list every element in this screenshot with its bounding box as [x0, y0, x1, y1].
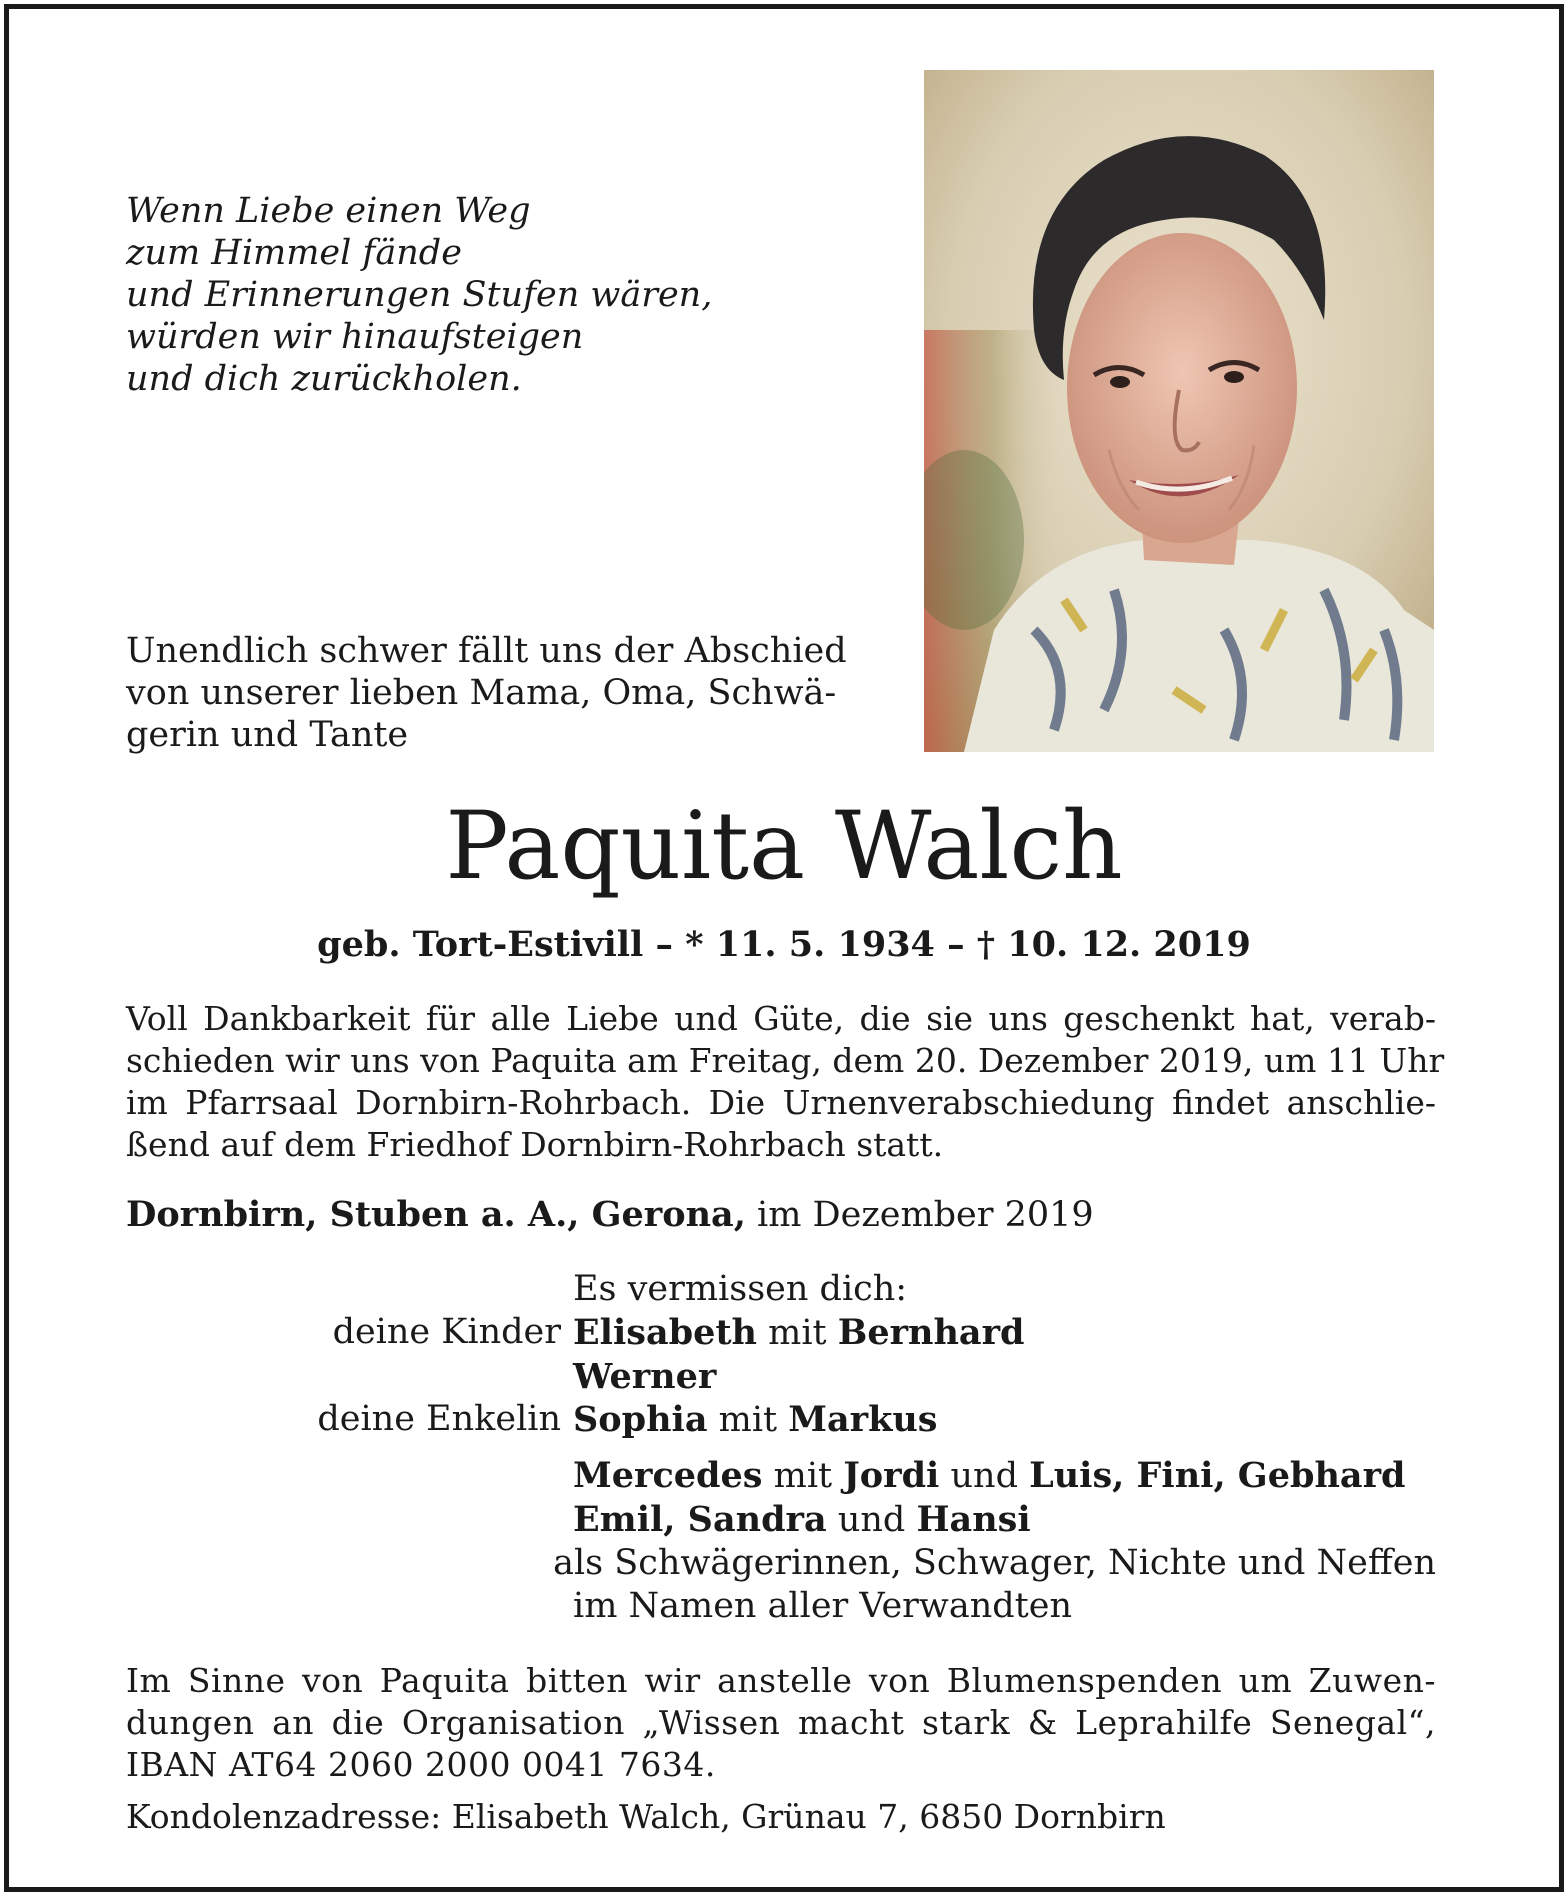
service-text: [126, 998, 1445, 1166]
portrait-photo: [924, 70, 1434, 752]
mourner-name: Elisabeth: [573, 1312, 758, 1353]
mourner-name: Emil, Sandra: [573, 1499, 827, 1540]
service-line: im Pfarrsaal Dornbirn-Rohrbach. Die Urnenverabschiedung findet anschlie-: [126, 1083, 1436, 1122]
children-label: deine Kinder: [332, 1312, 561, 1352]
intro-line: gerin und Tante: [126, 715, 409, 755]
connector: mit: [718, 1400, 778, 1440]
service-line: ßend auf dem Friedhof Dornbirn-Rohrbach statt.: [126, 1125, 944, 1164]
mourner-name: Sophia: [573, 1399, 708, 1440]
intro-text: [126, 630, 847, 756]
mourner-name: Markus: [788, 1399, 938, 1440]
condolence-address: Kondolenzadresse: Elisabeth Walch, Grünau 7, 6850 Dornbirn: [126, 1797, 1166, 1836]
poem-line: würden wir hinaufsteigen: [126, 317, 584, 357]
poem-line: und dich zurückholen.: [126, 359, 522, 399]
intro-line: Unendlich schwer fällt uns der Abschied: [126, 631, 847, 671]
mourner-name: Bernhard: [837, 1312, 1025, 1353]
life-dates: geb. Tort-Estivill – * 11. 5. 1934 – † 10. 12. 2019: [317, 924, 1251, 965]
place-and-date: [126, 1193, 1436, 1237]
mourner-name: Jordi: [843, 1455, 940, 1496]
poem-line: zum Himmel fände: [126, 233, 462, 273]
connector: mit: [768, 1313, 827, 1353]
donation-text: [126, 1660, 1436, 1786]
mourner-name: Luis, Fini, Gebhard: [1029, 1455, 1406, 1496]
connector: und: [837, 1500, 906, 1540]
donation-line: IBAN AT64 2060 2000 0041 7634.: [126, 1745, 716, 1784]
mourners-list: [126, 1268, 1436, 1628]
grandchildren-label: deine Enkelin: [317, 1399, 561, 1439]
portrait-illustration: [924, 70, 1434, 752]
relatives-line: im Namen aller Verwandten: [573, 1586, 1072, 1626]
places: Dornbirn, Stuben a. A., Gerona,: [126, 1194, 746, 1235]
deceased-name: Paquita Walch: [445, 792, 1123, 901]
memorial-poem: [126, 190, 766, 400]
grandchildren-line: [573, 1398, 1436, 1442]
connector: und: [950, 1456, 1018, 1496]
mourners-heading: Es vermissen dich:: [573, 1269, 908, 1309]
intro-line: von unserer lieben Mama, Oma, Schwä-: [126, 673, 837, 713]
relatives-line: als Schwägerinnen, Schwager, Nichte und Neffen: [553, 1543, 1436, 1583]
poem-line: Wenn Liebe einen Weg: [126, 191, 531, 231]
service-line: schieden wir uns von Paquita am Freitag, dem 20. Dezember 2019, um 11 Uhr: [126, 1041, 1445, 1080]
mourner-name: Werner: [573, 1356, 717, 1397]
donation-line: dungen an die Organisation „Wissen macht stark & Leprahilfe Senegal“,: [126, 1703, 1436, 1742]
others-line: [573, 1498, 1436, 1542]
poem-line: und Erinnerungen Stufen wären,: [126, 275, 713, 315]
mourner-name: Mercedes: [573, 1455, 763, 1496]
others-line: [573, 1454, 1436, 1498]
donation-line: Im Sinne von Paquita bitten wir anstelle von Blumenspenden um Zuwen-: [126, 1661, 1436, 1700]
mourner-name: Hansi: [916, 1499, 1031, 1540]
service-line: Voll Dankbarkeit für alle Liebe und Güte, die sie uns geschenkt hat, verab-: [126, 999, 1436, 1038]
children-line: [573, 1311, 1436, 1355]
connector: mit: [773, 1456, 833, 1496]
month-year: im Dezember 2019: [757, 1195, 1094, 1235]
